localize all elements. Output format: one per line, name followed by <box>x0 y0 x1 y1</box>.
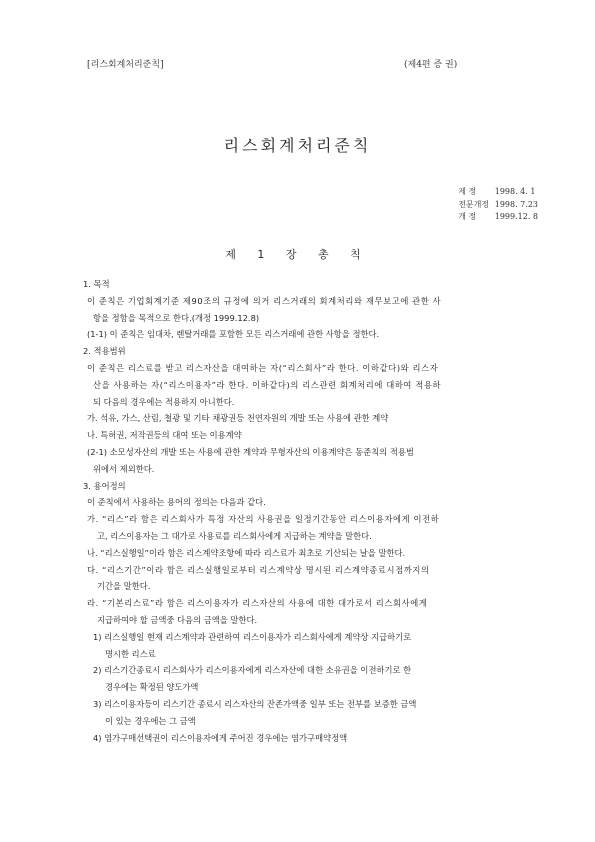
list-item: 고, 리스이용자는 그 대가로 사용료를 리스회사에게 지급하는 계약을 말한다. <box>97 530 372 541</box>
header-right: (제4편 증 권) <box>404 60 458 70</box>
document-body <box>83 276 513 746</box>
section-heading: 2. 적용범위 <box>83 346 126 357</box>
sub-list-item: 2) 리스기간종료시 리스회사가 리스이용자에게 리스자산에 대한 소유권을 이전하기로 한 <box>93 665 412 676</box>
list-item: 다. “리스기간”이라 함은 리스실행일로부터 리스계약상 명시된 리스계약종료시점까지의 <box>87 564 430 575</box>
header-left: [리스회계처리준칙] <box>87 60 164 70</box>
paragraph-line: 이 준칙은 기업회계기준 제90조의 규정에 의거 리스거래의 회계처리와 재무보고에 관한 사 <box>87 295 442 306</box>
list-item: 기간을 말한다. <box>97 581 151 592</box>
chapter-heading: 제 1 장 총 칙 <box>225 248 370 261</box>
revision-row <box>458 186 538 199</box>
section-heading: 3. 용어정의 <box>83 480 126 491</box>
paragraph-line: 항을 정함을 목적으로 한다.(개정 1999.12.8) <box>93 312 260 323</box>
paragraph-line: 위에서 제외한다. <box>93 463 155 474</box>
paragraph-line: 이 준칙은 리스료를 받고 리스자산을 대여하는 자(“리스회사”라 한다. 이하같다)와 리스자 <box>87 362 439 373</box>
paragraph-line: 산을 사용하는 자(“리스이용자”라 한다. 이하같다)의 리스관련 회계처리에 대하여 적용하 <box>93 379 442 390</box>
section-heading: 1. 목적 <box>83 279 110 289</box>
revision-row <box>458 199 538 212</box>
revision-date: 1998. 7.23 <box>494 199 538 209</box>
revision-date: 1999.12. 8 <box>494 212 538 221</box>
list-item: 나. “리스실행일”이라 함은 리스계약조항에 따라 리스료가 최초로 기산되는 날을 말한다. <box>87 547 406 558</box>
revision-history <box>458 186 538 224</box>
list-item: 가. “리스”라 함은 리스회사가 특정 자산의 사용권을 일정기간동안 리스이용자에게 이전하 <box>87 514 440 525</box>
sub-list-item: 이 있는 경우에는 그 금액 <box>105 715 196 726</box>
sub-list-item: 경우에는 확정된 양도가액 <box>105 682 199 693</box>
sub-list-item: 명시한 리스료 <box>105 648 156 659</box>
paragraph-line: 되 다음의 경우에는 적용하지 아니한다. <box>93 396 235 407</box>
sub-list-item: 4) 염가구매선택권이 리스이용자에게 주어진 경우에는 염가구매약정액 <box>93 732 348 743</box>
list-item: 가. 석유, 가스, 산림, 철광 및 기타 채광권등 천연자원의 개발 또는 사용에 관한 계약 <box>87 413 389 424</box>
revision-date: 1998. 4. 1 <box>494 187 536 196</box>
paragraph-line: 이 준칙에서 사용하는 용어의 정의는 다음과 같다. <box>87 497 266 508</box>
paragraph-line: (1-1) 이 준칙은 임대차, 렌탈거래를 포함한 모든 리스거래에 관한 사항을 정한다. <box>87 329 380 340</box>
sub-list-item: 1) 리스실행일 현재 리스계약과 관련하여 리스이용자가 리스회사에게 계약상 지급하기로 <box>93 631 412 642</box>
list-item: 라. “기본리스료”라 함은 리스이용자가 리스자산의 사용에 대한 대가로서 리스회사에게 <box>87 598 428 609</box>
list-item: 나. 특허권, 저작권등의 대여 또는 이용계약 <box>87 430 242 441</box>
sub-list-item: 3) 리스이용자등이 리스기간 종료시 리스자산의 잔존가액중 일부 또는 전부를 보증한 금액 <box>93 698 417 709</box>
revision-label: 전문개정 <box>458 199 490 209</box>
revision-label: 개 정 <box>458 212 477 221</box>
list-item: 지급하여야 할 금액중 다음의 금액을 말한다. <box>97 614 258 625</box>
paragraph-line: (2-1) 소모성자산의 개발 또는 사용에 관한 계약과 무형자산의 이용계약은 동준칙의 적용범 <box>87 446 414 457</box>
revision-label: 제 정 <box>458 187 477 196</box>
page-title: 리스회계처리준칙 <box>223 136 372 155</box>
revision-row <box>458 211 538 224</box>
